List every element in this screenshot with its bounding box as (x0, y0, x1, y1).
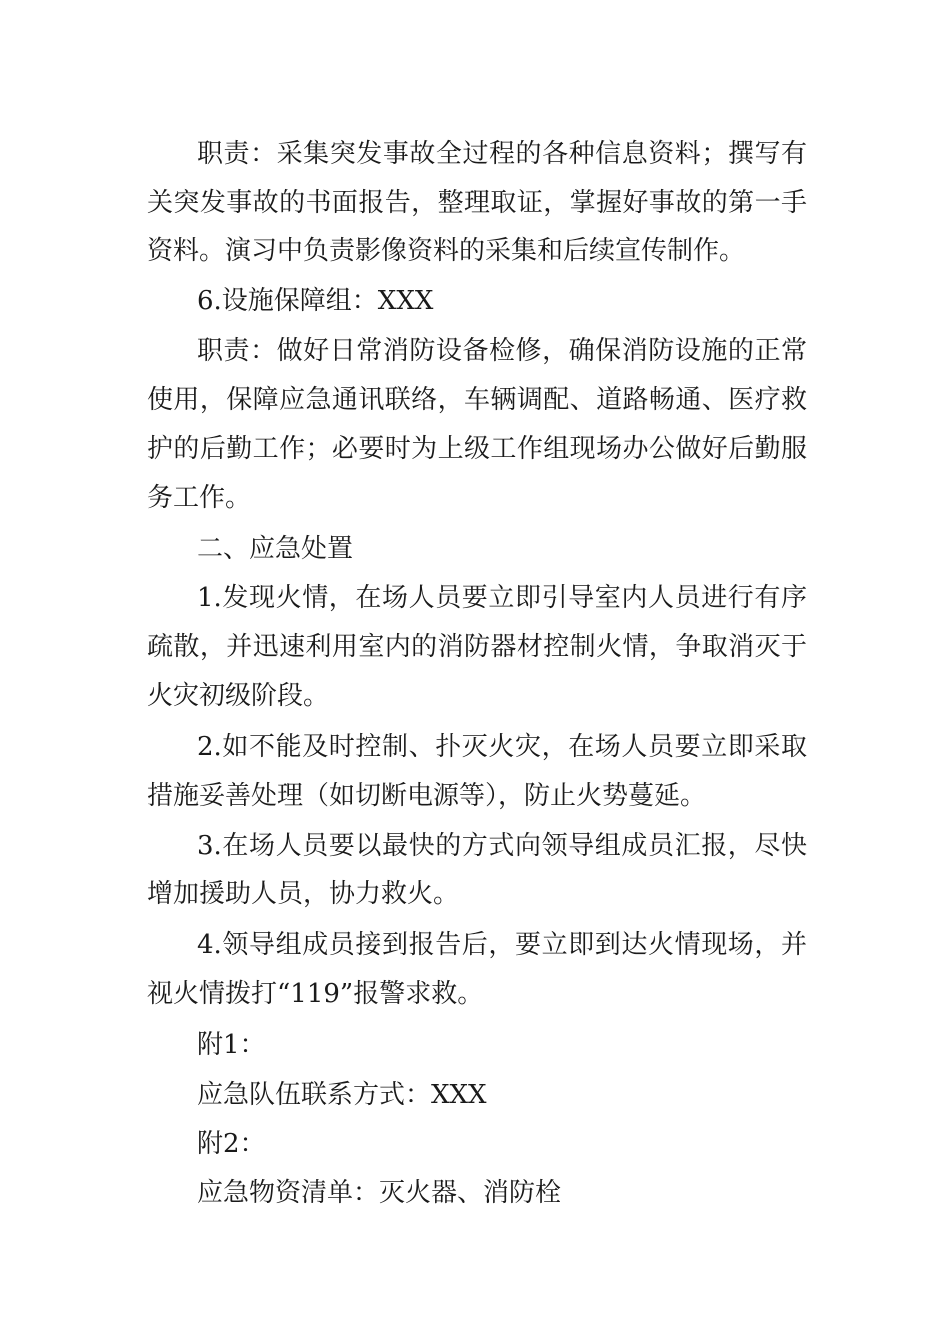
appendix-line: 应急物资清单：灭火器、消防栓 (197, 1178, 562, 1208)
paragraph-line: 增加援助人员，协力救火。 (147, 879, 460, 909)
paragraph-line: 视火情拨打“119”报警求救。 (147, 979, 484, 1009)
paragraph-line: 职责：采集突发事故全过程的各种信息资料；撰写有 (197, 139, 807, 169)
paragraph-line: 疏散，并迅速利用室内的消防器材控制火情，争取消灭于 (147, 632, 807, 662)
paragraph-line: 2.如不能及时控制、扑灭火灾，在场人员要立即采取 (197, 732, 807, 762)
section-heading: 二、应急处置 (197, 534, 354, 564)
paragraph-line: 火灾初级阶段。 (147, 681, 330, 711)
section-heading: 6.设施保障组：XXX (197, 286, 434, 316)
paragraph-line: 措施妥善处理（如切断电源等），防止火势蔓延。 (147, 781, 707, 811)
paragraph-line: 使用，保障应急通讯联络，车辆调配、道路畅通、医疗救 (147, 385, 807, 415)
paragraph-line: 护的后勤工作；必要时为上级工作组现场办公做好后勤服 (147, 434, 807, 464)
appendix-label: 附2： (197, 1129, 266, 1159)
paragraph-line: 1.发现火情，在场人员要立即引导室内人员进行有序 (197, 583, 807, 613)
appendix-label: 附1： (197, 1030, 266, 1060)
paragraph-line: 3.在场人员要以最快的方式向领导组成员汇报，尽快 (197, 831, 807, 861)
paragraph-line: 职责：做好日常消防设备检修，确保消防设施的正常 (197, 336, 807, 366)
paragraph-line: 务工作。 (147, 483, 252, 513)
paragraph-line: 资料。演习中负责影像资料的采集和后续宣传制作。 (147, 236, 746, 266)
paragraph-line: 关突发事故的书面报告，整理取证，掌握好事故的第一手 (147, 188, 807, 218)
paragraph-line: 4.领导组成员接到报告后，要立即到达火情现场，并 (197, 930, 807, 960)
appendix-line: 应急队伍联系方式：XXX (197, 1080, 487, 1110)
